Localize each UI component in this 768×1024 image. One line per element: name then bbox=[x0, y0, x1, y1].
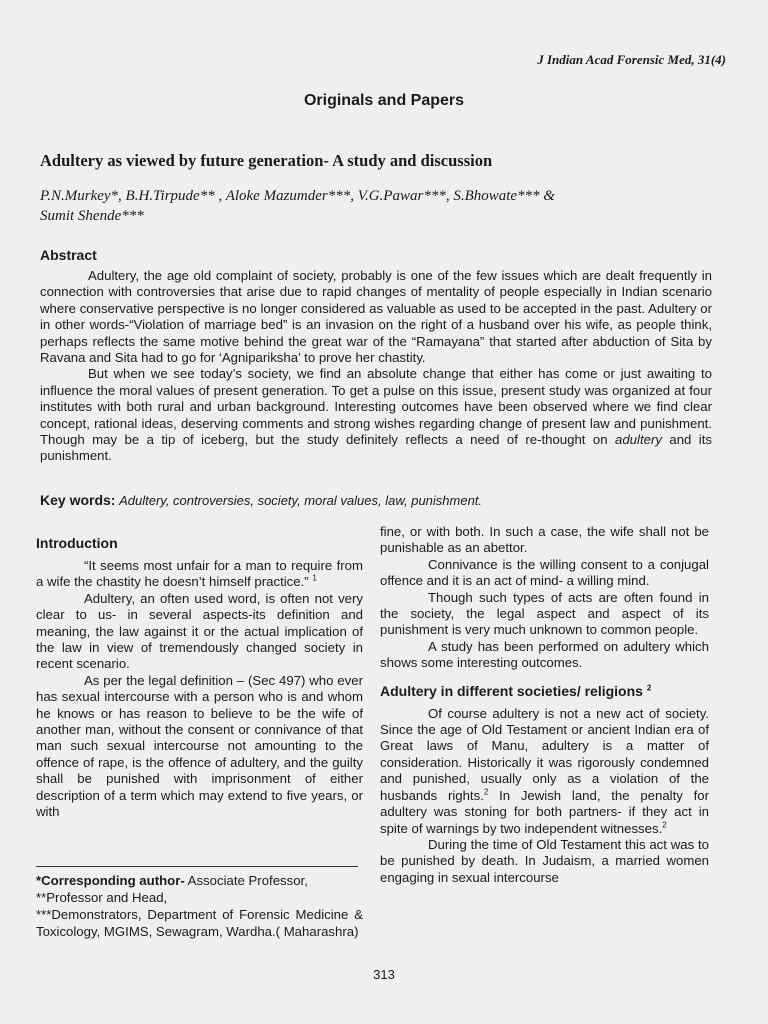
quote-text: “It seems most unfair for a man to require from a wife the chastity he doesn’t himself practice.” bbox=[36, 558, 363, 590]
abstract-p2-emphasis: adultery bbox=[615, 432, 662, 448]
keywords-text: Adultery, controversies, society, moral values, law, punishment. bbox=[119, 493, 483, 508]
footnote-corresponding bbox=[36, 872, 363, 889]
footnote-professor: **Professor and Head, bbox=[36, 890, 168, 905]
abstract-paragraph-2 bbox=[40, 366, 712, 464]
abstract-body bbox=[40, 268, 712, 465]
p5b-text: In Jewish land, the penalty for adultery was stoning for both partners- if they act in spite of warnings by two independent witnesses. bbox=[380, 787, 709, 836]
quote-ref: 1 bbox=[312, 574, 317, 584]
journal-reference: J Indian Acad Forensic Med, 31(4) bbox=[537, 52, 726, 67]
p5b-ref: 2 bbox=[662, 820, 667, 830]
author-list bbox=[40, 186, 730, 226]
section-heading: Originals and Papers bbox=[303, 92, 465, 109]
intro-quote bbox=[36, 558, 363, 591]
footnote-corr-label: *Corresponding author- bbox=[36, 873, 185, 888]
societies-heading bbox=[380, 682, 709, 700]
footnote-demonstrators: ***Demonstrators, Department of Forensic Medicine & Toxicology, MGIMS, Sewagram, Wardha.( Maharashra) bbox=[36, 907, 363, 939]
right-paragraph-4: A study has been performed on adultery which shows some interesting outcomes. bbox=[380, 638, 709, 671]
p5a-ref: 2 bbox=[483, 787, 489, 797]
page-number: 313 bbox=[373, 967, 395, 982]
right-column bbox=[380, 524, 709, 886]
abstract-p2-main: But when we see today’s society, we find an absolute change that either has come or just awaiting to influence the moral values of present generation. To get a pulse on this issue, present study was organized at four institutes with both rural and urban background. Interesting outcomes have been observed where we find clear concept, rational ideas, deserving comments and strong wishes regarding change of present law and punishment. Though may be a tip of iceberg, but the study definitely reflects a need of re-thought on bbox=[40, 366, 712, 448]
intro-paragraph-2: Adultery, an often used word, is often not very clear to us- in several aspects-its definition and meaning, the law against it or the actual implication of the law in view of tremendously changed society in recent scenario. bbox=[36, 590, 363, 672]
right-paragraph-5 bbox=[380, 706, 709, 837]
right-paragraph-2: Connivance is the willing consent to a conjugal offence and it is an act of mind- a willing mind. bbox=[380, 556, 709, 589]
abstract-p2-end: and its punishment. bbox=[40, 432, 712, 464]
p5a-text: Of course adultery is not a new act of society. Since the age of Old Testament or ancient Indian era of Great laws of Manu, adultery is a matter of consideration. Historically it was rigorously condemned and punished, usually only as a violation of the husbands rights. bbox=[380, 705, 709, 803]
authors-line-2: Sumit Shende*** bbox=[40, 208, 144, 224]
abstract-heading: Abstract bbox=[40, 247, 97, 263]
societies-heading-text: Adultery in different societies/ religions bbox=[380, 682, 643, 699]
footnote-corr-text: Associate Professor, bbox=[187, 873, 308, 888]
footnotes bbox=[36, 872, 363, 940]
introduction-heading: Introduction bbox=[36, 535, 118, 551]
keywords-label: Key words: bbox=[40, 492, 116, 508]
intro-paragraph-3: As per the legal definition – (Sec 497) who ever has sexual intercourse with a person who is and whom he knows or has reason to believe to be the wife of another man, without the consent or connivance of that man such sexual intercourse not amounting to the offence of rape, is the offence of adultery, and the guilty shall be punished with imprisonment of either description of a term which may extend to five years, or with bbox=[36, 672, 363, 820]
left-column bbox=[36, 534, 363, 821]
keywords bbox=[40, 492, 730, 508]
authors-line-1: P.N.Murkey*, B.H.Tirpude** , Aloke Mazumder***, V.G.Pawar***, S.Bhowate*** & bbox=[40, 188, 555, 204]
article-title: Adultery as viewed by future generation- A study and discussion bbox=[40, 151, 493, 170]
right-paragraph-3: Though such types of acts are often found in the society, the legal aspect and aspect of its punishment is very much unknown to common people. bbox=[380, 589, 709, 638]
footnote-divider bbox=[36, 866, 358, 867]
societies-heading-ref: 2 bbox=[646, 683, 652, 692]
right-paragraph-1: fine, or with both. In such a case, the wife shall not be punishable as an abettor. bbox=[380, 524, 709, 556]
right-paragraph-6: During the time of Old Testament this act was to be punished by death. In Judaism, a married women engaging in sexual intercourse bbox=[380, 836, 709, 885]
abstract-paragraph-1: Adultery, the age old complaint of society, probably is one of the few issues which are dealt frequently in connection with controversies that arise due to rapid changes of mentality of people especially in Indian scenario where conservative perspective is no longer considered as valuable as used to be accepted in the past. Adultery or in other words-“Violation of marriage bed” is an invasion on the right of a husband over his wife, as people think, perhaps reflects the same motive behind the great war of the “Ramayana” that started after abduction of Sita by Ravana and Sita had to go for ‘Agnipariksha’ to prove her chastity. bbox=[40, 268, 712, 366]
